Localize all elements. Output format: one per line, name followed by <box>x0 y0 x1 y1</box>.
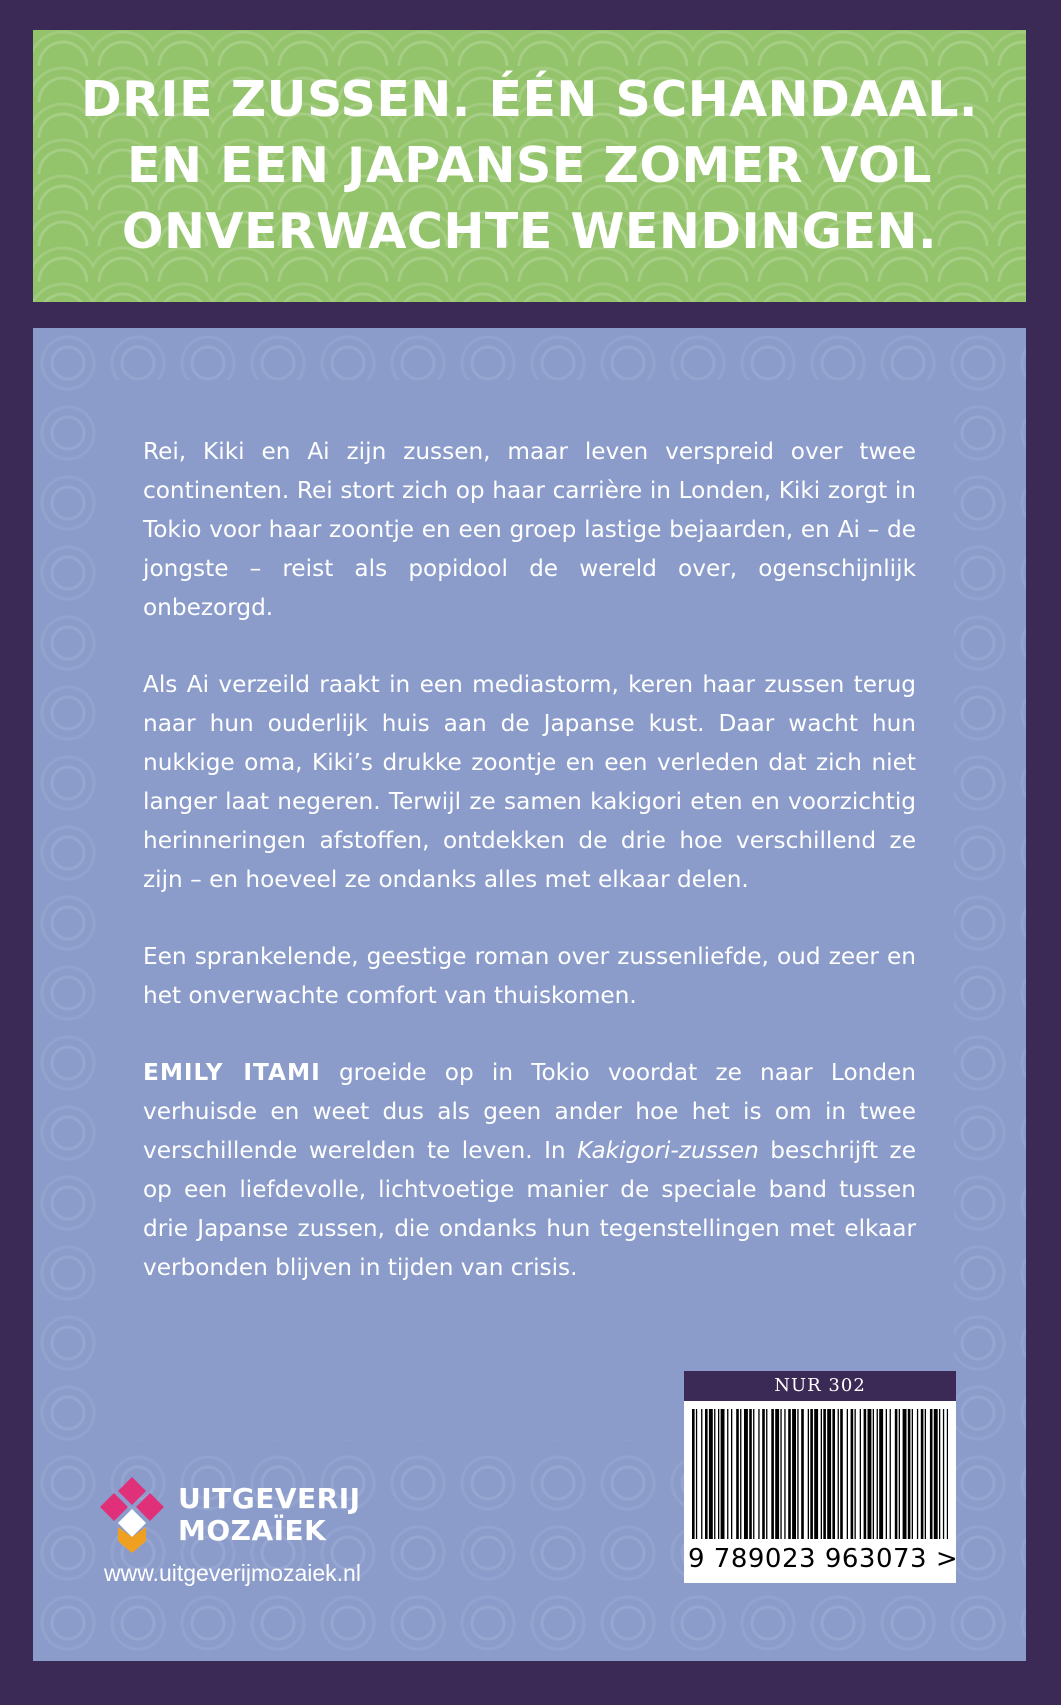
blurb <box>143 432 916 1325</box>
publisher-name-line-2: MOZAÏEK <box>178 1514 327 1547</box>
publisher-name-line-1: UITGEVERIJ <box>178 1482 361 1515</box>
isbn-digits: 9 789023 963073 > <box>688 1544 959 1574</box>
blurb-paragraph-2: Als Ai verzeild raakt in een mediastorm, keren haar zussen terug naar hun ouderlijk huis aan de Japanse kust. Daar wacht hun nukkige oma, Kiki’s drukke zoontje en een verleden dat zich niet langer laat negeren. Terwijl ze samen kakigori eten en voorzichtig herinneringen afstoffen, ontdekken de drie hoe verschillend ze zijn – en hoeveel ze ondanks alles met elkaar delen. <box>143 671 916 893</box>
author-bio-text-2: beschrijft ze op een liefdevolle, lichtvoetige manier de speciale band tussen drie Japanse zussen, die ondanks hun tegenstellingen met elkaar verbonden blijven in tijden van crisis. <box>143 1137 916 1281</box>
mosaic-logo-icon <box>100 1475 164 1555</box>
publisher-url[interactable]: www.uitgeverijmozaiek.nl <box>104 1560 361 1586</box>
headline-line-3: ONVERWACHTE WENDINGEN. <box>121 203 938 260</box>
headline-line-1: DRIE ZUSSEN. ÉÉN SCHANDAAL. <box>80 71 979 128</box>
blurb-paragraph-3: Een sprankelende, geestige roman over zussenliefde, oud zeer en het onverwachte comfort van thuiskomen. <box>143 943 916 1009</box>
book-title: Kakigori-zussen <box>577 1137 759 1164</box>
blurb-paragraph-1: Rei, Kiki en Ai zijn zussen, maar leven verspreid over twee continenten. Rei stort zich op haar carrière in Londen, Kiki zorgt in Tokio voor haar zoontje en een groep lastige bejaarden, en Ai – de jongste – reist als popidool de wereld over, ogenschijnlijk onbezorgd. <box>143 438 916 621</box>
barcode-bars <box>692 1409 948 1539</box>
author-bio <box>143 1053 916 1287</box>
headline-banner <box>33 30 1026 302</box>
nur-code: NUR 302 <box>684 1371 956 1401</box>
author-name: EMILY ITAMI <box>143 1059 321 1086</box>
publisher-name <box>178 1483 361 1547</box>
author-bio-text-1: groeide op in Tokio voordat ze naar Londen verhuisde en weet dus als geen ander hoe het is om in twee verschillende werelden te leven. In <box>143 1059 917 1164</box>
headline-line-2: EN EEN JAPANSE ZOMER VOL <box>126 137 933 194</box>
isbn-barcode-box <box>684 1371 959 1583</box>
headline <box>81 67 978 265</box>
publisher-logo <box>100 1475 390 1555</box>
